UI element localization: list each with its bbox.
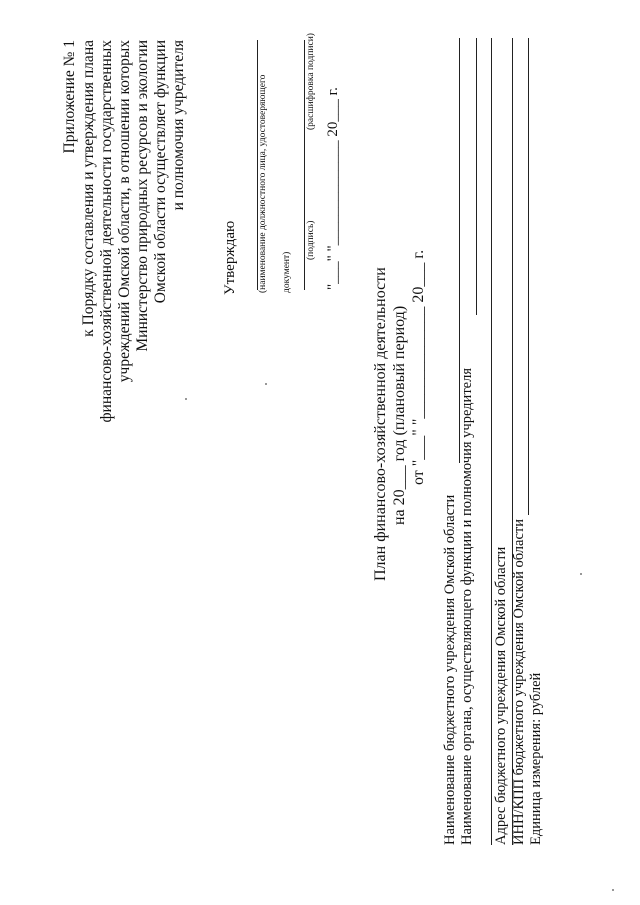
signature-underline: [304, 40, 305, 290]
field-inn-kpp: ИНН/КПП бюджетного учреждения Омской области: [511, 519, 527, 845]
field-institution-name: Наименование бюджетного учреждения Омской области: [442, 494, 458, 845]
plan-period-line: на 20___ год (плановый период): [391, 305, 408, 525]
field-address: Адрес бюджетного учреждения Омской области: [493, 546, 509, 845]
plan-date-line: от "___" "______________ 20___ г.: [410, 249, 427, 485]
signature-caption: (подпись): [306, 220, 316, 260]
decoding-caption: (расшифровка подписи): [306, 33, 316, 130]
scan-speck: [612, 889, 614, 891]
appendix-line-2: финансово-хозяйственной деятельности государственных: [98, 40, 115, 423]
position-caption-line-2: документ): [282, 251, 292, 293]
appendix-line-1: к Порядку составления и утверждения плана: [80, 40, 97, 337]
appendix-line-6: и полномочия учредителя: [170, 40, 187, 211]
field-founder-name-line-2[interactable]: [491, 38, 492, 845]
appendix-line-5: Омской области осуществляет функции: [152, 40, 169, 304]
scan-speck: [265, 383, 267, 385]
position-caption-line-1: (наименование должностного лица, удостоверяющего: [258, 74, 268, 293]
field-inn-kpp-line[interactable]: [528, 38, 529, 515]
approval-date-line: "___" "______________ 20___ г.: [325, 87, 341, 290]
appendix-line-3: учреждений Омской области, в отношении которых: [116, 40, 133, 383]
appendix-line-4: Министерство природных ресурсов и экологии: [134, 40, 151, 352]
field-founder-name-line[interactable]: [476, 38, 477, 315]
scan-speck: [185, 398, 187, 400]
appendix-title: Приложение № 1: [61, 40, 78, 154]
approval-heading: Утверждаю: [222, 220, 238, 295]
field-founder-name: Наименование органа, осуществляющего функции и полномочия учредителя: [459, 368, 475, 845]
scan-speck: [580, 573, 582, 575]
field-unit: Единица измерения: рублей: [528, 672, 544, 845]
plan-title: План финансово-хозяйственной деятельности: [372, 267, 389, 581]
